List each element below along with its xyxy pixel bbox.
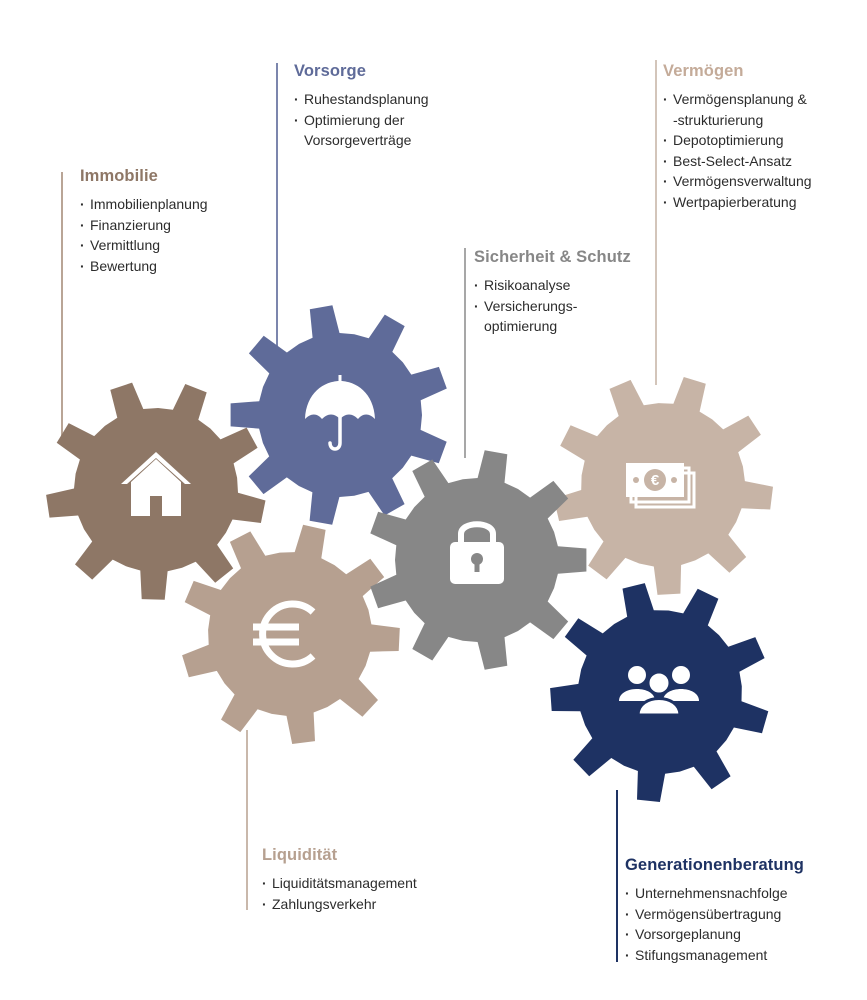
generation-item: · Vorsorgeplanung [625, 924, 804, 945]
sicherheit-item: optimierung [484, 318, 558, 334]
immobilie-list [80, 194, 208, 276]
section-generation [625, 856, 804, 965]
generation-item: · Vermögensübertragung [625, 904, 804, 925]
immobilie-title: Immobilie [80, 167, 158, 185]
vermoegen-item: · Best-Select-Ansatz [663, 151, 812, 172]
immobilie-item: · Bewertung [80, 256, 208, 277]
sicherheit-list [474, 275, 631, 337]
vorsorge-item: Vorsorgeverträge [304, 132, 412, 148]
vorsorge-item: · Optimierung der [294, 110, 429, 131]
vermoegen-list [663, 89, 812, 212]
vermoegen-item: · Wertpapierberatung [663, 192, 812, 213]
generation-item: · Stifungsmanagement [625, 945, 804, 966]
liquiditaet-title: Liquidität [262, 846, 338, 864]
liquiditaet-list [262, 873, 417, 914]
section-liquiditaet [262, 846, 417, 914]
sicherheit-item: · Risikoanalyse [474, 275, 631, 296]
vorsorge-list [294, 89, 429, 151]
section-vermoegen [663, 62, 812, 212]
vermoegen-item: · Vermögensverwaltung [663, 171, 812, 192]
vermoegen-item: -strukturierung [673, 111, 764, 128]
liquiditaet-item: · Zahlungsverkehr [262, 894, 417, 915]
section-sicherheit [474, 248, 631, 337]
generation-list [625, 883, 804, 965]
generation-item: · Unternehmensnachfolge [625, 883, 804, 904]
section-immobilie [80, 167, 208, 276]
vermoegen-title: Vermögen [663, 62, 744, 80]
vorsorge-title: Vorsorge [294, 62, 367, 80]
sicherheit-title: Sicherheit & Schutz [474, 248, 631, 266]
vorsorge-item: · Ruhestandsplanung [294, 89, 429, 110]
section-vorsorge [294, 62, 429, 151]
immobilie-item: · Immobilienplanung [80, 194, 208, 215]
sicherheit-item: · Versicherungs- [474, 296, 631, 317]
liquiditaet-item: · Liquiditätsmanagement [262, 873, 417, 894]
svg-text:€: € [650, 472, 660, 489]
vermoegen-item: · Depotoptimierung [663, 130, 812, 151]
vermoegen-item: · Vermögensplanung & [663, 89, 812, 110]
immobilie-item: · Finanzierung [80, 215, 208, 236]
immobilie-item: · Vermittlung [80, 235, 208, 256]
generation-title: Generationenberatung [625, 856, 804, 874]
